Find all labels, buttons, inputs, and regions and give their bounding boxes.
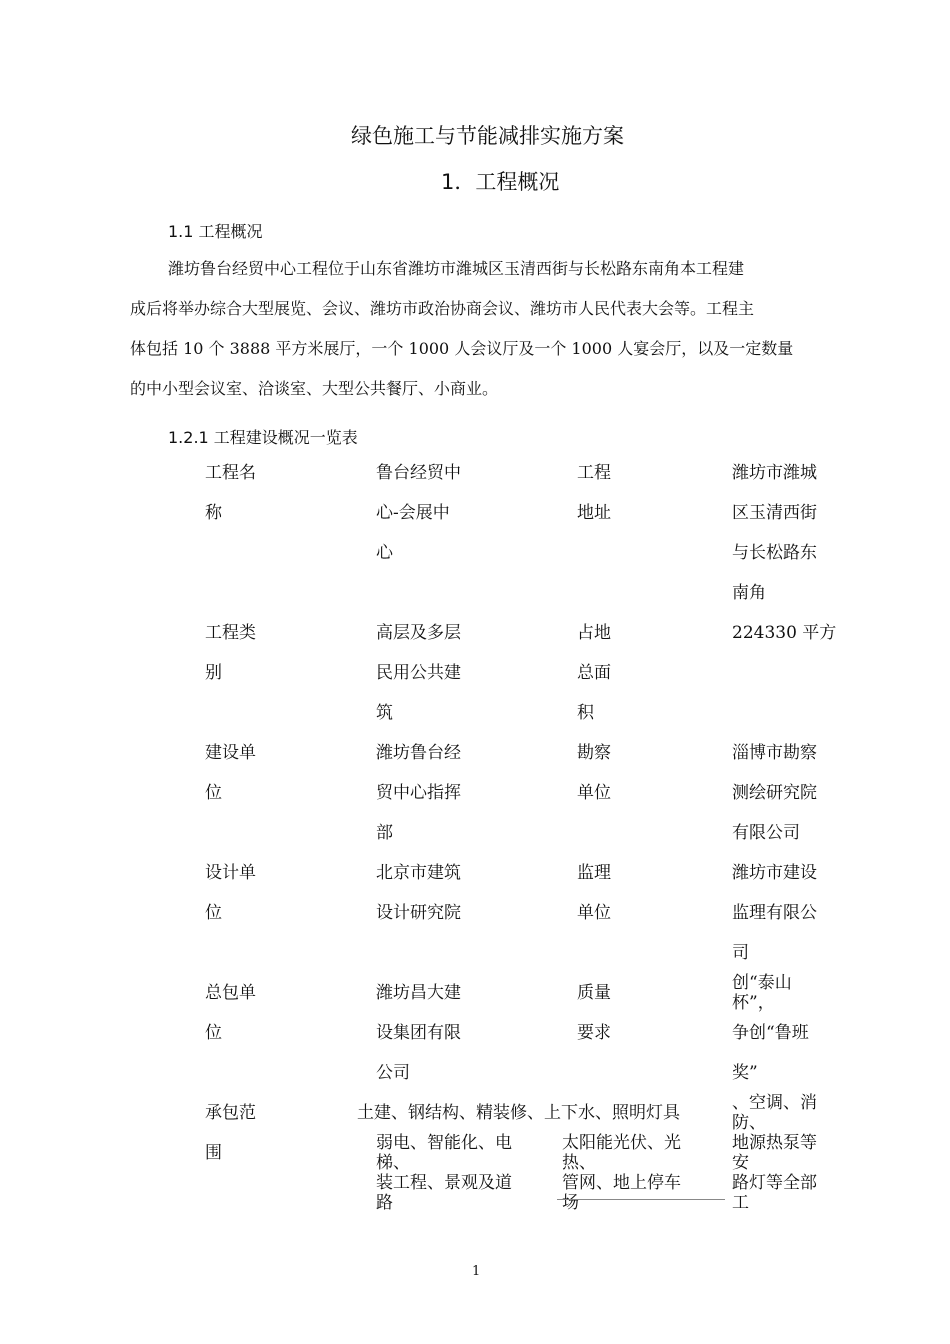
cell-line: 围 xyxy=(205,1143,222,1163)
cell-line: 场 xyxy=(562,1193,579,1213)
cell-line: 南角 xyxy=(732,583,766,603)
cell-line: 弱电、智能化、电 xyxy=(376,1133,512,1153)
cell-line: 与长松路东 xyxy=(732,543,817,563)
cell-line: 积 xyxy=(577,703,594,723)
cell-line: 淄博市勘察 xyxy=(732,743,817,763)
cell-line: 位 xyxy=(205,1023,222,1043)
subsection-heading-1-2-1: 1.2.1 工程建设概况一览表 xyxy=(168,428,358,447)
cell-line: 管网、地上停车 xyxy=(562,1173,681,1193)
cell-line: 、空调、消 xyxy=(732,1093,817,1113)
table-cell-label xyxy=(205,973,315,1053)
cell-line: 总包单 xyxy=(205,983,256,1003)
cell-line: 地址 xyxy=(577,503,611,523)
table-cell-label xyxy=(205,613,315,693)
cell-line: 太阳能光伏、光 xyxy=(562,1133,681,1153)
cell-line: 设计研究院 xyxy=(376,903,461,923)
cell-line: 心-会展中 xyxy=(376,503,450,523)
cell-line: 心 xyxy=(376,543,393,563)
document-title: 绿色施工与节能减排实施方案 xyxy=(351,124,624,148)
cell-line: 筑 xyxy=(376,703,393,723)
cell-line: 创“泰山 xyxy=(732,973,792,993)
cell-line: 工程名 xyxy=(205,463,256,483)
table-cell-border xyxy=(557,1199,725,1200)
cell-line: 工程 xyxy=(577,463,611,483)
cell-line: 安 xyxy=(732,1153,749,1173)
cell-line: 位 xyxy=(205,903,222,923)
cell-line: 奖” xyxy=(732,1063,758,1083)
cell-line: 有限公司 xyxy=(732,823,800,843)
cell-line: 要求 xyxy=(577,1023,611,1043)
cell-line: 设计单 xyxy=(205,863,256,883)
cell-line: 占地 xyxy=(577,623,611,643)
cell-line: 地源热泵等 xyxy=(732,1133,817,1153)
cell-line: 司 xyxy=(732,943,749,963)
cell-line: 路 xyxy=(376,1193,393,1213)
cell-line: 争创“鲁班 xyxy=(732,1023,809,1043)
paragraph-line: 体包括 10 个 3888 平方米展厅，一个 1000 人会议厅及一个 1000 人宴会厅，以及一定数量 xyxy=(130,339,794,358)
subsection-heading-1-1: 1.1 工程概况 xyxy=(168,222,263,241)
table-cell-label xyxy=(577,973,657,1053)
paragraph-line: 的中小型会议室、洽谈室、大型公共餐厅、小商业。 xyxy=(130,379,499,398)
cell-line: 热、 xyxy=(562,1153,596,1173)
cell-line: 杯”， xyxy=(732,993,775,1013)
table-cell-value xyxy=(376,853,496,933)
cell-line: 公司 xyxy=(376,1063,410,1083)
cell-line: 勘察 xyxy=(577,743,611,763)
table-cell-label xyxy=(205,1093,315,1173)
table-cell-value xyxy=(376,453,496,573)
cell-line: 潍坊市建设 xyxy=(732,863,817,883)
cell-line: 224330 平方 xyxy=(732,623,837,643)
table-cell-label xyxy=(205,733,315,813)
cell-line: 装工程、景观及道 xyxy=(376,1173,512,1193)
page-number: 1 xyxy=(472,1264,481,1279)
cell-line: 部 xyxy=(376,823,393,843)
cell-line: 监理 xyxy=(577,863,611,883)
cell-line: 工 xyxy=(732,1193,749,1213)
cell-line: 潍坊鲁台经 xyxy=(376,743,461,763)
cell-line: 承包范 xyxy=(205,1103,256,1123)
table-cell-value xyxy=(732,853,852,973)
table-cell-value xyxy=(732,453,852,613)
table-cell-value xyxy=(376,613,496,733)
cell-line: 监理有限公 xyxy=(732,903,817,923)
table-cell-label xyxy=(577,613,657,733)
cell-line: 工程类 xyxy=(205,623,256,643)
cell-line: 潍坊市潍城 xyxy=(732,463,817,483)
table-cell-value xyxy=(732,733,852,853)
scope-cell xyxy=(376,1133,512,1213)
cell-line: 潍坊昌大建 xyxy=(376,983,461,1003)
cell-line: 梯、 xyxy=(376,1153,410,1173)
cell-line: 路灯等全部 xyxy=(732,1173,817,1193)
cell-line: 贸中心指挥 xyxy=(376,783,461,803)
table-cell-label xyxy=(205,453,315,533)
table-cell-value xyxy=(732,613,852,653)
cell-line: 单位 xyxy=(577,903,611,923)
cell-line: 单位 xyxy=(577,783,611,803)
scope-cell xyxy=(732,1133,817,1213)
scope-line-1-tail xyxy=(732,1093,817,1133)
cell-line: 位 xyxy=(205,783,222,803)
cell-line: 高层及多层 xyxy=(376,623,461,643)
cell-line: 民用公共建 xyxy=(376,663,461,683)
table-cell-label xyxy=(577,453,657,533)
table-cell-label xyxy=(577,733,657,813)
cell-line: 北京市建筑 xyxy=(376,863,461,883)
table-cell-value xyxy=(376,973,496,1093)
cell-line: 建设单 xyxy=(205,743,256,763)
paragraph-line: 潍坊鲁台经贸中心工程位于山东省潍坊市潍城区玉清西街与长松路东南角本工程建 xyxy=(168,259,745,278)
cell-line: 鲁台经贸中 xyxy=(376,463,461,483)
cell-line: 测绘研究院 xyxy=(732,783,817,803)
table-cell-value xyxy=(376,733,496,853)
scope-line-1: 土建、钢结构、精装修、上下水、照明灯具 xyxy=(357,1103,680,1123)
cell-line: 别 xyxy=(205,663,222,683)
table-cell-label xyxy=(577,853,657,933)
table-cell-label xyxy=(205,853,315,933)
section-title: 1．工程概况 xyxy=(441,170,560,194)
cell-line: 称 xyxy=(205,503,222,523)
cell-line: 区玉清西街 xyxy=(732,503,817,523)
paragraph-line: 成后将举办综合大型展览、会议、潍坊市政治协商会议、潍坊市人民代表大会等。工程主 xyxy=(130,299,755,318)
cell-line: 质量 xyxy=(577,983,611,1003)
cell-line: 设集团有限 xyxy=(376,1023,461,1043)
table-cell-value xyxy=(732,973,852,1093)
scope-cell xyxy=(562,1133,681,1213)
cell-line: 防、 xyxy=(732,1113,766,1133)
cell-line: 总面 xyxy=(577,663,611,683)
